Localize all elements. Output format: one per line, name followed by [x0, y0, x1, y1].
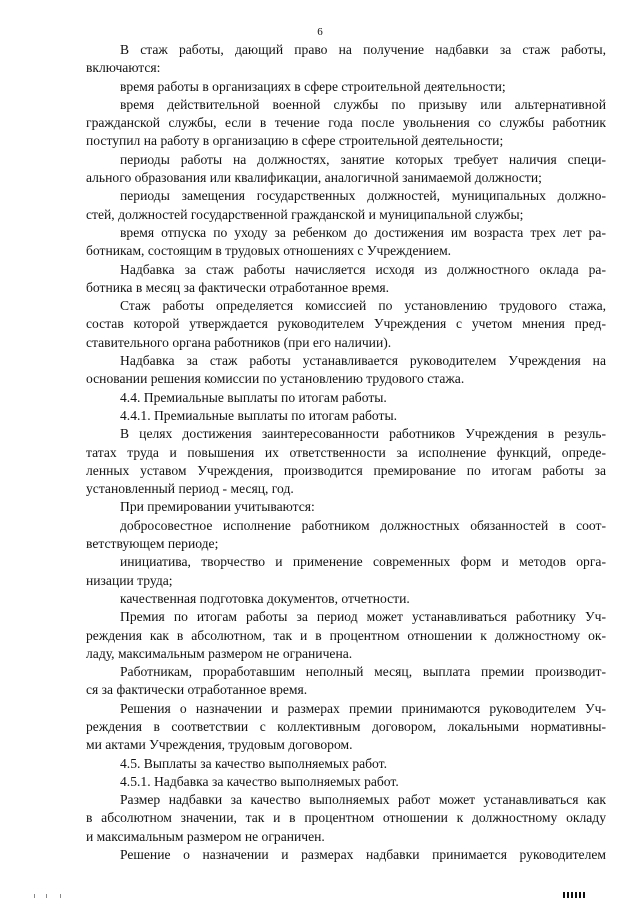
- text-line: Решения о назначении и размерах премии принимаются руководителем Уч-: [120, 700, 606, 716]
- text-line: Стаж работы определяется комиссией по установлению трудового стажа,: [120, 298, 606, 314]
- text-line: Решение о назначении и размерах надбавки принимается руководителем: [120, 847, 606, 863]
- text-line: ботникам, состоящим в трудовых отношениях с Учреждением.: [86, 243, 452, 259]
- text-line: ботника в месяц за фактически отработанное время.: [86, 279, 390, 295]
- text-line: инициатива, творчество и применение современных форм и методов орга-: [120, 554, 606, 570]
- text-line: периоды работы на должностях, занятие которых требует наличия специ-: [120, 151, 606, 167]
- scan-artifact-left: [34, 894, 74, 898]
- text-line: 4.4.1. Премиальные выплаты по итогам работы.: [120, 407, 397, 423]
- text-line: Надбавка за стаж работы начисляется исходя из должностного оклада ра-: [120, 261, 606, 277]
- text-line: Надбавка за стаж работы устанавливается руководителем Учреждения на: [120, 353, 606, 369]
- text-line: ленных уставом Учреждения, производится премирование по итогам работы за: [86, 462, 606, 478]
- text-line: поступил на работу в организацию в сфере строительной деятельности;: [86, 133, 504, 149]
- text-line: установленный период - месяц, год.: [86, 481, 294, 497]
- text-line: 4.4. Премиальные выплаты по итогам работы.: [120, 389, 387, 405]
- text-line: ставительного органа работников (при его наличии).: [86, 334, 392, 350]
- text-line: основании решения комиссии по установлению трудового стажа.: [86, 371, 465, 387]
- text-line: Размер надбавки за качество выполняемых работ может устанавливаться как: [120, 792, 606, 808]
- text-line: ветствующем периоде;: [86, 536, 219, 552]
- text-line: ладу, максимальным размером не ограничена.: [86, 645, 353, 661]
- text-line: гражданской службы, если в течение года после увольнения со службы работник: [86, 115, 606, 131]
- text-line: ального образования или квалификации, аналогичной занимаемой должности;: [86, 170, 542, 186]
- text-line: и максимальным размером не ограничен.: [86, 828, 325, 844]
- text-line: в абсолютном значении, так и в процентном отношении к должностному окладу: [86, 810, 606, 826]
- text-line: качественная подготовка документов, отчетности.: [120, 590, 410, 606]
- text-line: время отпуска по уходу за ребенком до достижения им возраста трех лет ра-: [120, 224, 606, 240]
- page-number: 6: [317, 26, 323, 38]
- text-line: состав которой утверждается руководителем Учреждения с учетом мнения пред-: [86, 316, 606, 332]
- text-line: 4.5.1. Надбавка за качество выполняемых работ.: [120, 773, 399, 789]
- text-line: В стаж работы, дающий право на получение надбавки за стаж работы,: [120, 42, 606, 57]
- text-line: периоды замещения государственных должностей, муниципальных должно-: [120, 188, 606, 204]
- text-line: Премия по итогам работы за период может устанавливаться работнику Уч-: [120, 609, 606, 625]
- text-line: реждения как в абсолютном, так и в процентном отношении к должностному ок-: [86, 627, 606, 643]
- text-line: ми актами Учреждения, трудовым договором.: [86, 737, 353, 753]
- text-line: время работы в организациях в сфере строительной деятельности;: [120, 78, 506, 94]
- text-line: добросовестное исполнение работником должностных обязанностей в соот-: [120, 517, 606, 533]
- text-line: ся за фактически отработанное время.: [86, 682, 308, 698]
- document-body: [86, 41, 606, 864]
- text-line: татах труда и повышения их ответственности за исполнение функций, опреде-: [86, 444, 606, 460]
- text-line: реждения в соответствии с коллективным договором, локальными нормативны-: [86, 718, 606, 734]
- text-line: стей, должностей государственной гражданской и муниципальной службы;: [86, 206, 524, 222]
- text-line: время действительной военной службы по призыву или альтернативной: [120, 96, 606, 112]
- text-line: низации труда;: [86, 572, 173, 588]
- text-line: включаются:: [86, 60, 161, 76]
- text-line: В целях достижения заинтересованности работников Учреждения в резуль-: [120, 426, 606, 442]
- scan-artifact-right: [563, 892, 603, 898]
- text-line: 4.5. Выплаты за качество выполняемых работ.: [120, 755, 387, 771]
- text-line: Работникам, проработавшим неполный месяц, выплата премии производит-: [120, 664, 606, 680]
- text-line: При премировании учитываются:: [120, 499, 315, 515]
